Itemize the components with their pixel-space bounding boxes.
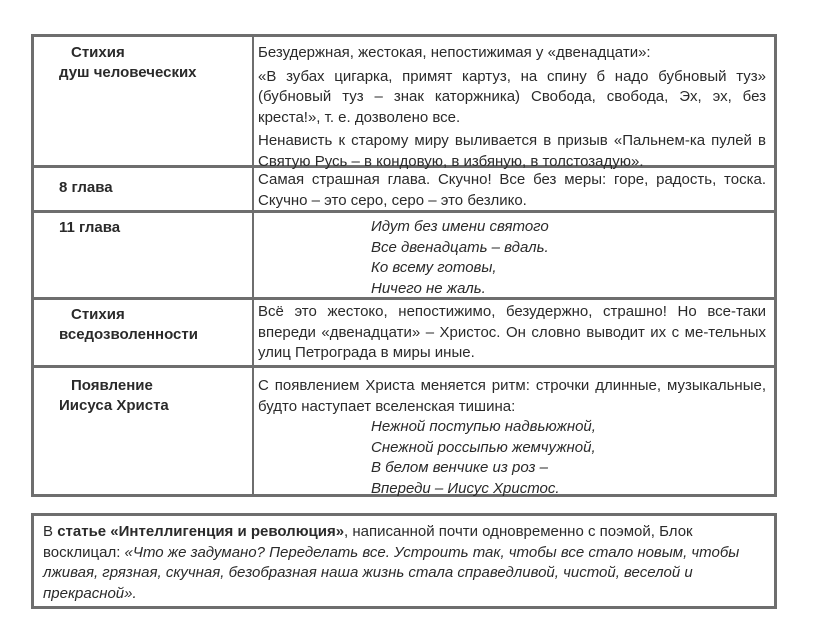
note-box <box>31 513 777 609</box>
row-title-line: 8 глава <box>59 179 113 196</box>
poem-line: Нежной поступью надвьюжной, <box>371 418 596 435</box>
poem-line: Все двенадцать – вдаль. <box>371 238 549 256</box>
row-title-line: Иисуса Христа <box>59 397 169 414</box>
poem-line: Ничего не жаль. <box>371 279 486 297</box>
note-prefix: В <box>43 523 58 540</box>
row-title-line: 11 глава <box>59 219 121 236</box>
row-title-cell <box>34 213 254 297</box>
note-middle: , написанной почти одновременно с поэмой, Блок восклицал: <box>43 523 693 561</box>
row-title-line: Стихия <box>71 306 125 323</box>
note-article-title: статье «Интеллигенция и революция» <box>57 523 345 540</box>
note-quote: «Что же задумано? Переделать все. Устроить так, чтобы все стало новым, чтобы лживая, грязная, скучная, безобразная наша жизнь стала справедливой, чистой, веселой и прекрасной». <box>43 543 740 602</box>
row-content-cell <box>258 300 766 365</box>
poem-line: Идут без имени святого <box>371 218 549 235</box>
row-content-cell <box>258 37 766 170</box>
poem-stanza <box>371 217 549 299</box>
row-content-cell <box>258 213 766 297</box>
row-content-cell <box>258 168 766 210</box>
row-title-line: душ человеческих <box>59 64 197 81</box>
row-title-cell <box>34 37 254 165</box>
row-title-line: вседозволенности <box>59 326 198 343</box>
row-paragraph: Всё это жестоко, непостижимо, безудержно, страшно! Но все-таки впереди «двенадцати» – Христос. Он словно выводит их с ме-тельных улиц Петрограда в миры иные. <box>258 303 766 361</box>
table-row <box>34 368 774 497</box>
poem-line: В белом венчике из роз – <box>371 459 548 476</box>
row-title-line: Появление <box>71 377 153 394</box>
row-title-cell <box>34 168 254 210</box>
poem-line: Снежной россыпью жемчужной, <box>371 438 596 456</box>
table-row <box>34 168 774 213</box>
poem-stanza <box>258 417 766 499</box>
poem-line: Впереди – Иисус Христос. <box>371 479 560 497</box>
row-paragraph: «В зубах цигарка, примят картуз, на спину б надо бубновый туз» (бубновый туз – знак каторжника) Свобода, свобода, Эх, эх, без креста!», т. е. дозволено все. <box>258 67 766 126</box>
row-paragraph: Ненависть к старому миру выливается в призыв «Пальнем-ка пулей в Святую Русь – в кондовую, в избяную, в толстозадую». <box>258 132 766 170</box>
row-title-cell <box>34 368 254 494</box>
row-paragraph: Безудержная, жестокая, непостижимая у «двенадцати»: <box>258 44 651 61</box>
table-row <box>34 213 774 300</box>
table-row <box>34 37 774 168</box>
poem-line: Ко всему готовы, <box>371 259 497 276</box>
row-paragraph: Самая страшная глава. Скучно! Все без меры: горе, радость, тоска. Скучно – это серо, серо – это безлико. <box>258 171 766 209</box>
table-row <box>34 300 774 368</box>
content-table <box>31 34 777 497</box>
row-content-cell <box>258 368 766 497</box>
row-paragraph: С появлением Христа меняется ритм: строчки длинные, музыкальные, будто наступает вселенская тишина: <box>258 377 766 415</box>
row-title-cell <box>34 300 254 365</box>
row-title-line: Стихия <box>71 44 125 61</box>
